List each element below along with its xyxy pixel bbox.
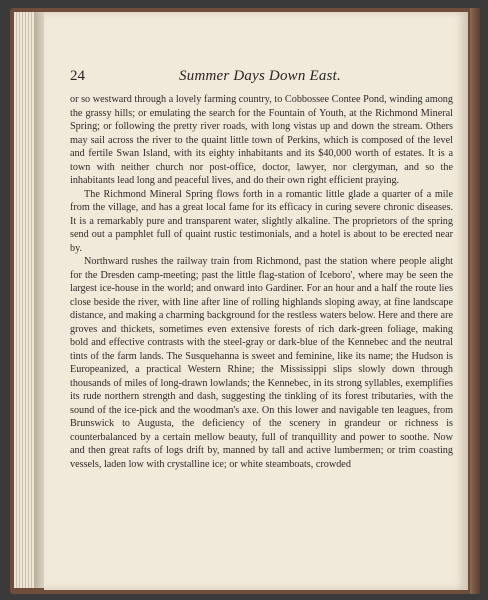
running-title: Summer Days Down East. bbox=[179, 68, 341, 84]
page-edges bbox=[14, 12, 36, 588]
page-number: 24 bbox=[70, 68, 85, 84]
running-head bbox=[70, 68, 450, 88]
paragraph: or so westward through a lovely farming country, to Cobbossee Contee Pond, winding among the grassy hills; or emulating the search for the Fountain of Youth, at the Richmond Mineral Spring; or following the pretty river roads, with long vistas up and down the stream. Others may sail across the river to the quaint little town of Perkins, which is composed of the level and fertile Swan Island, with its eighty inhabitants and its $40,000 worth of estates. It is a town with neither church nor post-office, doctor, lawyer, nor clergyman, and so the inhabitants lead long and peaceful lives, and do their own right efficient praying. bbox=[70, 94, 453, 186]
paragraph: The Richmond Mineral Spring flows forth in a romantic little glade a quarter of a mile from the village, and has a great local fame for its efficacy in curing severe chronic diseases. It is a remarkably pure and transparent water, slightly alkaline. The proprietors of the spring send out a pamphlet full of quaint rustic testimonials, and a hotel is about to be erected near by. bbox=[70, 188, 453, 254]
body-text bbox=[70, 93, 453, 471]
cover-edge bbox=[470, 8, 480, 594]
paragraph: Northward rushes the railway train from Richmond, past the station where people alight for the Dresden camp-meeting; past the little flag-station of Iceboro', where may be seen the largest ice-house in the world; and onward into Gardiner. For an hour and a half the route lies close beside the river, with line after line of rolling highlands sloping away, at fine landscape distance, and making a charming background for the restless waters below. Here and there are groves and thickets, sometimes even extensive forests of rich dark-green foliage, making bold and effective contrasts with the steel-gray or dark-blue of the Kennebec and the neutral tints of the farm lands. The Susquehanna is sweet and feminine, like its name; the Hudson is Europeanized, a practical Western Rhine; the Mississippi slips slowly down through thousands of miles of long-drawn lowlands; the Kennebec, in its strong syllables, exemplifies its rude northern strength and dash, suggesting the tinkling of its forest tributaries, with the sound of the ice-pick and the woodman's axe. On this lower and navigable ten leagues, from Brunswick to Augusta, the deficiency of the scenery in grandeur or richness is counterbalanced by a certain mellow beauty, full of tranquillity and power to soothe. Now and then great rafts of logs drift by, manned by tall and active lumbermen; or trim coasting vessels, laden low with crystalline ice; or white steamboats, crowded bbox=[70, 256, 453, 470]
